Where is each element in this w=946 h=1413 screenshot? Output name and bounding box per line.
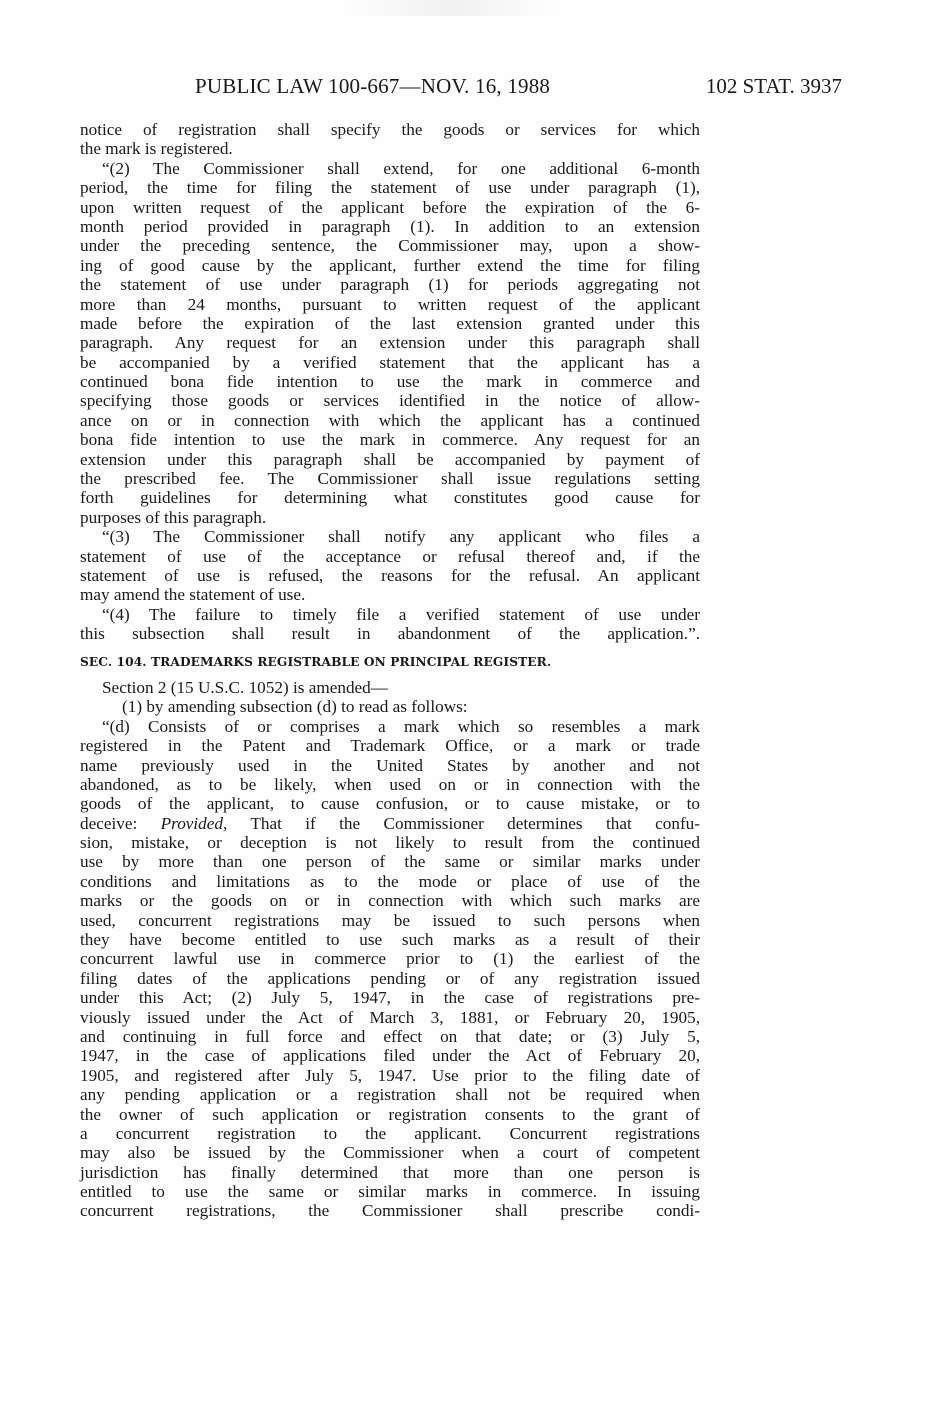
text-line: purposes of this paragraph.	[80, 507, 267, 527]
text-line: more than 24 months, pursuant to written request of the applicant	[80, 294, 700, 314]
text-line: filing dates of the applications pending or of any registration issued	[80, 968, 700, 988]
text-line: any pending application or a registration shall not be required when	[80, 1085, 700, 1105]
text-line: the statement of use under paragraph (1) for periods aggregating not	[80, 275, 700, 295]
text-line: used, concurrent registrations may be issued to such persons when	[80, 910, 700, 930]
text-line: entitled to use the same or similar marks in commerce. In issuing	[80, 1182, 700, 1202]
text-line: ing of good cause by the applicant, further extend the time for filing	[80, 255, 700, 275]
section-heading: SEC. 104. TRADEMARKS REGISTRABLE ON PRINCIPAL REGISTER.	[80, 654, 552, 669]
text-line: be accompanied by a verified statement that the applicant has a	[80, 352, 700, 372]
provided-line-end: That if the Commissioner determines that confu-	[227, 813, 700, 833]
text-line: “(2) The Commissioner shall extend, for one additional 6-month	[102, 158, 700, 178]
text-line: may amend the statement of use.	[80, 585, 306, 605]
text-line: period, the time for filing the statement of use under paragraph (1),	[80, 178, 700, 198]
text-line: (1) by amending subsection (d) to read as follows:	[122, 697, 468, 717]
text-line: goods of the applicant, to cause confusion, or to cause mistake, or to	[80, 794, 700, 814]
text-line: upon written request of the applicant before the expiration of the 6-	[80, 197, 700, 217]
text-line: under the preceding sentence, the Commissioner may, upon a show-	[80, 236, 700, 256]
text-line: jurisdiction has finally determined that more than one person is	[80, 1162, 700, 1182]
text-line: the owner of such application or registration consents to the grant of	[80, 1104, 700, 1124]
text-line: abandoned, as to be likely, when used on or in connection with the	[80, 774, 700, 794]
text-line: Section 2 (15 U.S.C. 1052) is amended—	[102, 677, 388, 697]
provided-keyword: Provided,	[160, 813, 228, 833]
text-line: 1905, and registered after July 5, 1947. Use prior to the filing date of	[80, 1065, 700, 1085]
header-stat-page: 102 STAT. 3937	[705, 74, 842, 98]
text-line: “(4) The failure to timely file a verified statement of use under	[102, 604, 700, 624]
text-line: marks or the goods on or in connection with which such marks are	[80, 891, 700, 911]
header-law-citation: PUBLIC LAW 100-667—NOV. 16, 1988	[195, 74, 551, 98]
text-line: this subsection shall result in abandonment of the application.”.	[80, 624, 700, 644]
text-line-provided	[80, 814, 700, 833]
text-line: registered in the Patent and Trademark Office, or a mark or trade	[80, 736, 700, 756]
text-line: extension under this paragraph shall be accompanied by payment of	[80, 449, 700, 469]
text-line: statement of use is refused, the reasons for the refusal. An applicant	[80, 565, 700, 585]
text-line: viously issued under the Act of March 3, 1881, or February 20, 1905,	[80, 1007, 700, 1027]
scan-artifact	[340, 0, 560, 16]
text-line: made before the expiration of the last extension granted under this	[80, 313, 700, 333]
text-line: ance on or in connection with which the applicant has a continued	[80, 410, 700, 430]
text-line: and continuing in full force and effect on that date; or (3) July 5,	[80, 1026, 700, 1046]
text-line: concurrent registrations, the Commissioner shall prescribe condi-	[80, 1201, 700, 1221]
provided-line-start: deceive:	[80, 813, 161, 833]
text-line: statement of use of the acceptance or refusal thereof and, if the	[80, 546, 700, 566]
text-line: “(d) Consists of or comprises a mark which so resembles a mark	[102, 716, 700, 736]
text-line: under this Act; (2) July 5, 1947, in the case of registrations pre-	[80, 988, 700, 1008]
text-line: “(3) The Commissioner shall notify any applicant who files a	[102, 527, 700, 547]
text-line: sion, mistake, or deception is not likely to result from the continued	[80, 833, 700, 853]
text-line: name previously used in the United States by another and not	[80, 755, 700, 775]
text-line: the prescribed fee. The Commissioner shall issue regulations setting	[80, 469, 700, 489]
text-line: month period provided in paragraph (1). In addition to an extension	[80, 216, 700, 236]
running-header	[195, 74, 850, 100]
text-line: they have become entitled to use such marks as a result of their	[80, 930, 700, 950]
text-line: the mark is registered.	[80, 139, 233, 159]
text-line: concurrent lawful use in commerce prior to (1) the earliest of the	[80, 949, 700, 969]
text-line: paragraph. Any request for an extension under this paragraph shall	[80, 333, 700, 353]
text-line: 1947, in the case of applications filed under the Act of February 20,	[80, 1046, 700, 1066]
body-text	[80, 120, 700, 1221]
text-line: conditions and limitations as to the mode or place of use of the	[80, 871, 700, 891]
text-line: bona fide intention to use the mark in commerce. Any request for an	[80, 430, 700, 450]
text-line: notice of registration shall specify the goods or services for which	[80, 120, 700, 139]
text-line: use by more than one person of the same or similar marks under	[80, 852, 700, 872]
text-line: continued bona fide intention to use the mark in commerce and	[80, 372, 700, 392]
text-line: a concurrent registration to the applicant. Concurrent registrations	[80, 1123, 700, 1143]
text-line: forth guidelines for determining what constitutes good cause for	[80, 488, 700, 508]
text-line: may also be issued by the Commissioner when a court of competent	[80, 1143, 700, 1163]
text-line: specifying those goods or services identified in the notice of allow-	[80, 391, 700, 411]
